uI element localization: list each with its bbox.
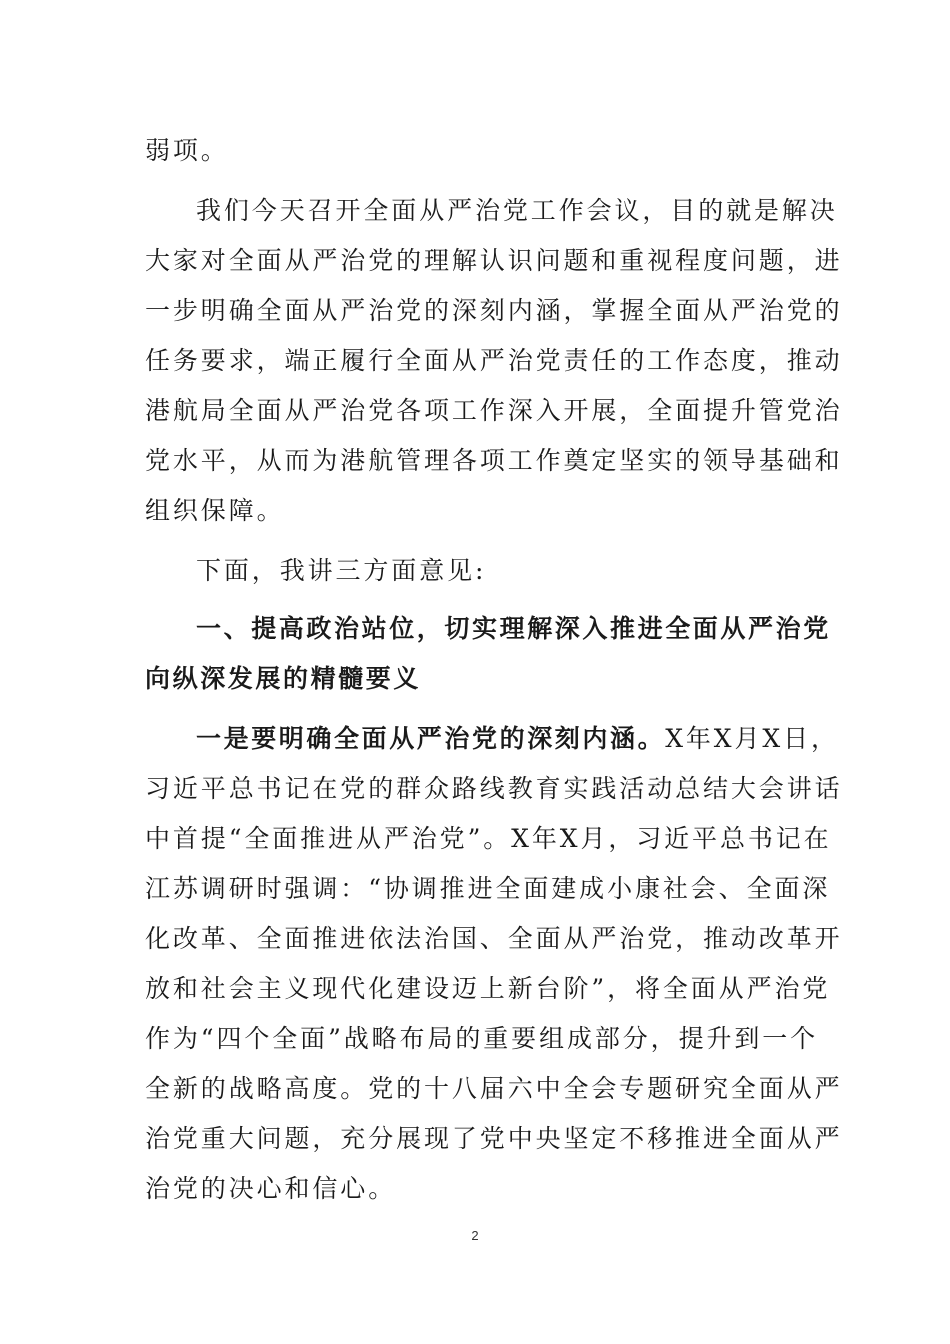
body-line: 江苏调研时强调：“协调推进全面建成小康社会、全面深 [145, 874, 831, 903]
body-line: 作为“四个全面”战略布局的重要组成部分，提升到一个 [145, 1024, 819, 1053]
body-line: 中首提“全面推进从严治党”。X年X月，习近平总书记在 [145, 824, 832, 853]
paragraph-first-line: 我们今天召开全面从严治党工作会议，目的就是解决 [196, 196, 838, 225]
body-line: 治党重大问题，充分展现了党中央坚定不移推进全面从严 [145, 1124, 843, 1153]
body-line: 港航局全面从严治党各项工作深入开展，全面提升管党治 [145, 396, 843, 425]
body-line: 习近平总书记在党的群众路线教育实践活动总结大会讲话 [145, 774, 843, 803]
body-line: 放和社会主义现代化建设迈上新台阶”，将全面从严治党 [145, 974, 831, 1003]
body-line: 任务要求，端正履行全面从严治党责任的工作态度，推动 [145, 346, 843, 375]
body-line: 一步明确全面从严治党的深刻内涵，掌握全面从严治党的 [145, 296, 843, 325]
body-line: 组织保障。 [145, 496, 285, 525]
lead-sentence-rest: X年X月X日， [665, 724, 839, 753]
section-heading-continued: 向纵深发展的精髓要义 [145, 664, 422, 693]
body-line: 全新的战略高度。党的十八届六中全会专题研究全面从严 [145, 1074, 843, 1103]
body-line: 治党的决心和信心。 [145, 1174, 397, 1203]
lead-sentence: 一是要明确全面从严治党的深刻内涵。 [196, 724, 666, 753]
page-number: 2 [471, 1228, 479, 1243]
paragraph-first-line [196, 724, 839, 754]
body-line: 弱项。 [145, 136, 229, 165]
body-line: 化改革、全面推进依法治国、全面从严治党，推动改革开 [145, 924, 843, 953]
paragraph-first-line: 下面，我讲三方面意见: [196, 556, 487, 585]
body-line: 党水平，从而为港航管理各项工作奠定坚实的领导基础和 [145, 446, 843, 475]
body-line: 大家对全面从严治党的理解认识问题和重视程度问题，进 [145, 246, 843, 275]
section-heading: 一、提高政治站位，切实理解深入推进全面从严治党 [196, 614, 831, 643]
